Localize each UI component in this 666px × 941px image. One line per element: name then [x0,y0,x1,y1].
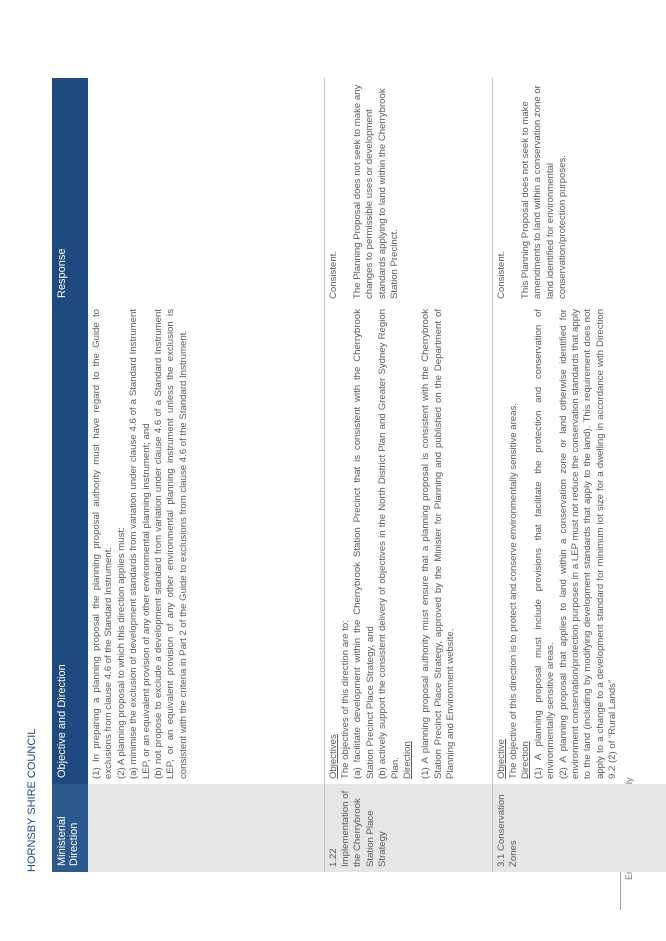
column-header-response: Response [52,78,88,304]
direction-heading: Direction [401,741,413,779]
direction-cell: 3.1 Conservation Zones [492,784,666,872]
response-status: Consistent. [327,251,339,299]
objective-text: (b) actively support the consistent delivery of objectives in the North District Plan and Greater Sydney Region Plan. [377,309,401,779]
objective-text: (b) not propose to exclude a development standard from variation under clause 4.6 of a Standard Instrument LEP, or an equivalent provision of any other environmental planning instrument unless the exclusion is consistent with the criteria in Part 2 of the Guide to exclusions from clause 4.6 of the Standard Instrument. [153,309,189,779]
objective-text: (2) A planning proposal to which this direction applies must: [115,527,127,779]
response-cell [88,78,324,304]
objective-text: (a) minimise the exclusion of development standards from variation under clause 4.6 of a Standard Instrument LEP, or an equivalent provision of any other environmental planning instrument; and [128,309,152,779]
table-row [324,78,492,872]
direction-text: (2) A planning proposal that applies to land within a conservation zone or land otherwise identified for environment conservation/protection purposes in a LEP must not reduce the conservation standards that apply to the land (including by modifying development standards that apply to the land). This requirement does not apply to a change to a development standard for minimum lot size for a dwelling in accordance with Direction 9.2 (2) of “Rural Lands” [557,309,619,779]
objective-heading: Objective [495,739,507,779]
council-name: HORNSBY SHIRE COUNCIL [26,728,38,872]
objectives-heading: Objectives [327,734,339,779]
objective-cell [324,304,492,784]
objective-cell [492,304,666,784]
response-status: Consistent. [495,251,507,299]
response-cell [324,78,492,304]
direction-text: (1) A planning proposal must include provisions that facilitate the protection and conservation of environmentally sensitive areas. [532,309,557,779]
ministerial-directions-table [52,78,666,872]
column-header-objective: Objective and Direction [52,304,88,784]
objective-text: The objective of this direction is to protect and conserve environmentally sensitive areas. [507,403,519,779]
response-cell [492,78,666,304]
table-row [88,78,324,872]
rotated-table-page [52,78,626,872]
objective-cell [88,304,324,784]
table-header-row [52,78,88,872]
response-text: This Planning Proposal does not seek to make amendments to land within a conservation zone or land identified for environmental conservation/protection purposes. [519,85,569,299]
direction-heading: Direction [520,741,532,779]
direction-cell [88,784,324,872]
objective-text: (1) In preparing a planning proposal the planning proposal authority must have regard to the Guide to exclusions from clause 4.6 of the Standard Instrument. [91,309,115,779]
objective-text: (a) facilitate development within the Cherrybrook Station Precinct that is consistent with the Cherrybrook Station Precinct Place Strategy, and [352,309,376,779]
direction-text: (1) A planning proposal authority must ensure that a planning proposal is consistent with the Cherrybrook Station Precinct Place Strategy, approved by the Minister for Planning and published on the Department of Planning and Environment website. [420,309,457,779]
response-text: The Planning Proposal does not seek to make any changes to permissible uses or development standards applying to land within the Cherrybrook Station Precinct. [351,84,401,299]
direction-cell: 1.22 Implementation of the Cherrybrook Station Place Strategy [324,784,492,872]
table-row [492,78,666,872]
objective-text: The objectives of this direction are to: [339,620,351,779]
column-header-direction: Ministerial Direction [52,784,88,872]
